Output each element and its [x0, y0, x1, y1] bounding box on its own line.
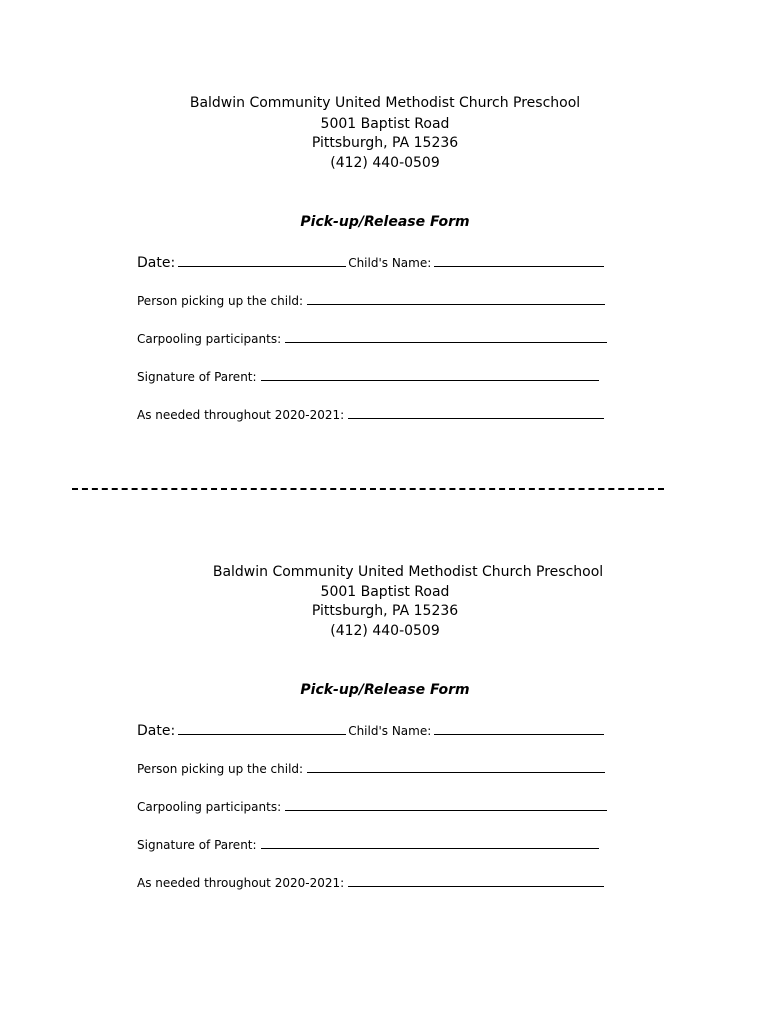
signature-row: [137, 369, 599, 384]
signature-label: Signature of Parent:: [137, 370, 257, 384]
carpool-label: Carpooling participants:: [137, 332, 282, 346]
carpool-label: Carpooling participants:: [137, 800, 282, 814]
as-needed-label: As needed throughout 2020-2021:: [137, 408, 345, 422]
date-child-row: [137, 255, 604, 271]
school-phone: (412) 440-0509: [330, 155, 440, 171]
form-title: Pick-up/Release Form: [300, 214, 470, 230]
person-row: [137, 761, 605, 776]
school-city: Pittsburgh, PA 15236: [311, 135, 459, 151]
school-street: 5001 Baptist Road: [320, 584, 450, 600]
child-name-label: Child's Name:: [348, 256, 432, 270]
person-picking-up-field[interactable]: [307, 761, 605, 773]
date-field[interactable]: [178, 255, 346, 267]
child-name-field[interactable]: [434, 723, 604, 735]
child-name-field[interactable]: [434, 255, 604, 267]
school-street: 5001 Baptist Road: [320, 116, 450, 132]
signature-label: Signature of Parent:: [137, 838, 257, 852]
date-field[interactable]: [178, 723, 346, 735]
carpool-field[interactable]: [285, 799, 607, 811]
child-name-label: Child's Name:: [348, 724, 432, 738]
as-needed-field[interactable]: [348, 407, 604, 419]
cut-line-divider: [72, 488, 664, 490]
school-city: Pittsburgh, PA 15236: [311, 603, 459, 619]
form-title: Pick-up/Release Form: [300, 682, 470, 698]
carpool-field[interactable]: [285, 331, 607, 343]
as-needed-field[interactable]: [348, 875, 604, 887]
person-picking-up-label: Person picking up the child:: [137, 294, 304, 308]
signature-row: [137, 837, 599, 852]
school-name: Baldwin Community United Methodist Church Preschool: [212, 564, 604, 580]
as-needed-row: [137, 407, 604, 422]
as-needed-row: [137, 875, 604, 890]
person-picking-up-field[interactable]: [307, 293, 605, 305]
date-label: Date:: [137, 723, 176, 739]
person-picking-up-label: Person picking up the child:: [137, 762, 304, 776]
as-needed-label: As needed throughout 2020-2021:: [137, 876, 345, 890]
carpool-row: [137, 799, 607, 814]
signature-field[interactable]: [261, 369, 599, 381]
signature-field[interactable]: [261, 837, 599, 849]
person-row: [137, 293, 605, 308]
school-name: Baldwin Community United Methodist Church Preschool: [189, 95, 581, 111]
date-child-row: [137, 723, 604, 739]
carpool-row: [137, 331, 607, 346]
school-phone: (412) 440-0509: [330, 623, 440, 639]
date-label: Date:: [137, 255, 176, 271]
